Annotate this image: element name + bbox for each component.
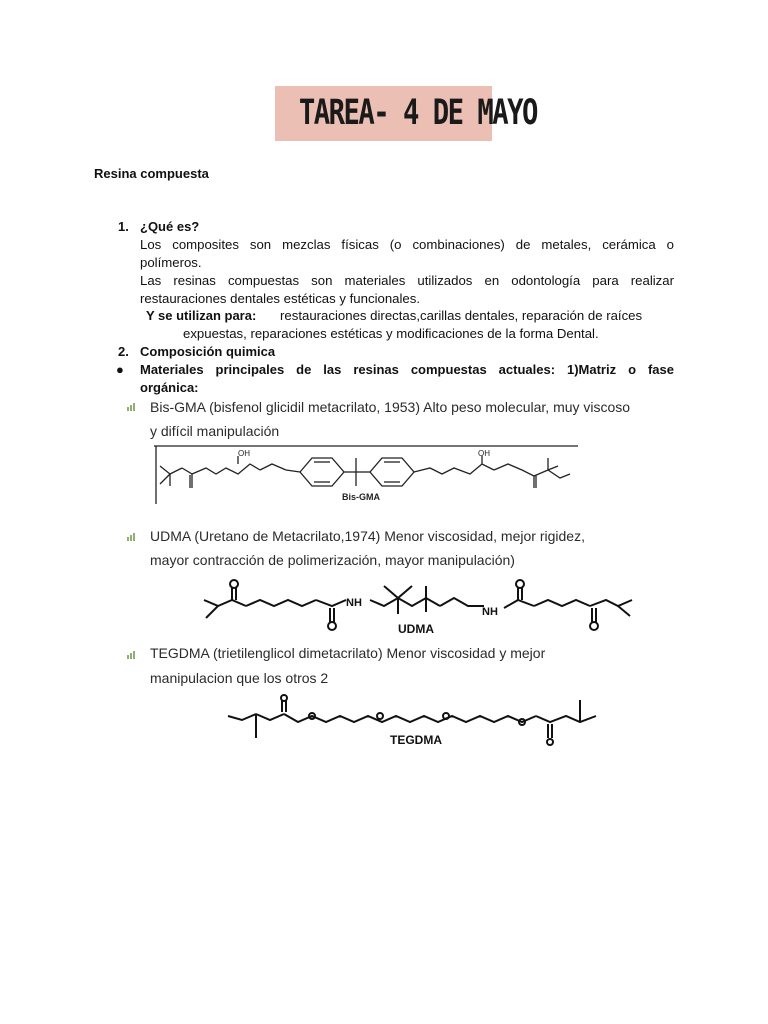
bullet-line2: orgánica: — [140, 380, 199, 395]
tegdma-structure — [226, 694, 612, 748]
oh-label-right: OH — [478, 449, 490, 458]
bullet-line1: Materiales principales de las resinas compuestas actuales: 1)Matriz o fase — [140, 362, 674, 377]
oh-label-left: OH — [238, 449, 250, 458]
udma-structure — [198, 578, 636, 638]
bullet-marker: ● — [116, 362, 124, 377]
uses-line1: restauraciones directas,carillas dentales, reparación de raíces — [280, 308, 643, 323]
udma-line1: UDMA (Uretano de Metacrilato,1974) Menor viscosidad, mejor rigidez, — [150, 528, 585, 544]
nh-label-right: NH — [482, 606, 498, 618]
section-heading: Resina compuesta — [94, 166, 209, 181]
tegdma-line2: manipulacion que los otros 2 — [150, 670, 329, 686]
bisgma-line1: Bis-GMA (bisfenol glicidil metacrilato, 1953) Alto peso molecular, muy viscoso — [150, 399, 631, 415]
item1-p1-line2: polímeros. — [140, 255, 202, 270]
tegdma-structure-label: TEGDMA — [390, 733, 442, 747]
bisgma-structure — [154, 444, 578, 506]
item1-number: 1. — [118, 219, 129, 234]
item2-number: 2. — [118, 344, 129, 359]
sub-bullet-icon — [127, 533, 135, 541]
uses-label: Y se utilizan para: — [146, 308, 257, 323]
udma-structure-label: UDMA — [398, 622, 434, 636]
nh-label-left: NH — [346, 597, 362, 609]
bisgma-line2: y difícil manipulación — [150, 423, 280, 439]
item1-p1-line1: Los composites son mezclas físicas (o combinaciones) de metales, cerámica o — [140, 237, 674, 252]
item1-p2-line2: restauraciones dentales estéticas y funcionales. — [140, 291, 421, 306]
bisgma-structure-label: Bis-GMA — [342, 492, 380, 502]
item1-heading: ¿Qué es? — [140, 219, 200, 234]
tegdma-line1: TEGDMA (trietilenglicol dimetacrilato) Menor viscosidad y mejor — [150, 645, 546, 661]
item1-p2-line1: Las resinas compuestas son materiales utilizados en odontología para realizar — [140, 273, 674, 288]
page-title: TAREA- 4 DE MAYO — [298, 93, 537, 133]
udma-line2: mayor contracción de polimerización, mayor manipulación) — [150, 552, 515, 568]
item2-heading: Composición quimica — [140, 344, 276, 359]
sub-bullet-icon — [127, 651, 135, 659]
sub-bullet-icon — [127, 403, 135, 411]
uses-line2: expuestas, reparaciones estéticas y modificaciones de la forma Dental. — [183, 326, 599, 341]
